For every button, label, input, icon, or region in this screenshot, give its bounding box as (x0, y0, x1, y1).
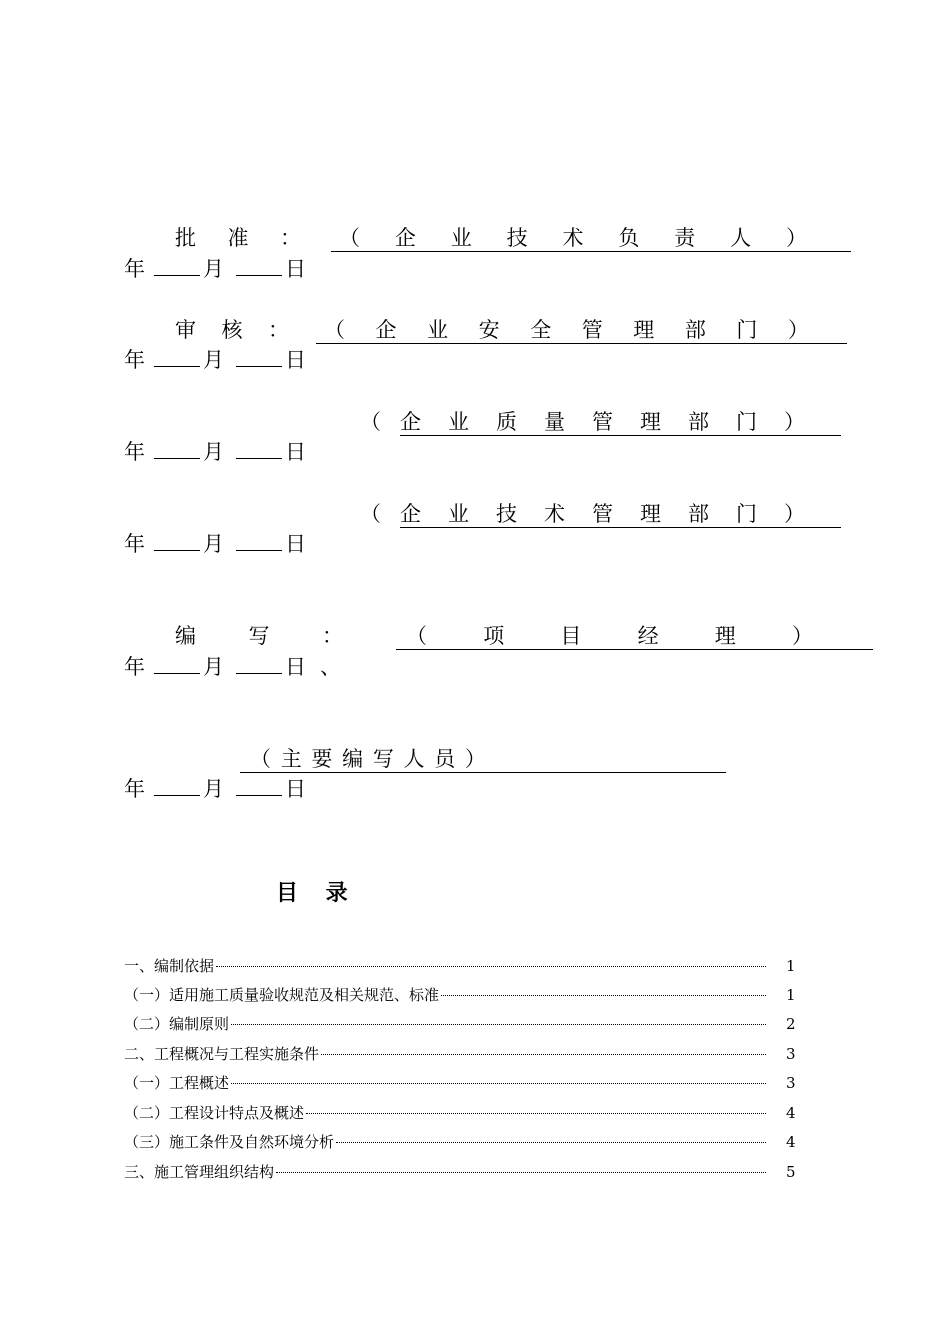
toc-entry-text: （二）编制原则 (124, 1015, 230, 1033)
day-blank (236, 530, 282, 551)
day-blank (236, 653, 282, 674)
day-blank (236, 255, 282, 276)
toc-page-number: 4 (786, 1133, 796, 1151)
toc-page-number: 1 (786, 957, 796, 975)
toc-leader-dots (441, 995, 766, 996)
toc-leader-dots (336, 1142, 766, 1143)
day-blank (236, 438, 282, 459)
month-blank (154, 530, 200, 551)
compile-date-line: 年 月 日 、 (124, 655, 341, 679)
quality-field: 企 业 质 量 管 理 部 门 ） (400, 408, 841, 436)
approve-field: （ 企 业 技 术 负 责 人 ） (331, 224, 851, 252)
month-blank (154, 775, 200, 796)
toc-page-number: 5 (786, 1163, 796, 1181)
toc-entry[interactable] (124, 1102, 794, 1124)
toc-entry-text: （一）适用施工质量验收规范及相关规范、标准 (124, 986, 440, 1004)
compile-field: （ 项 目 经 理 ） (396, 622, 873, 650)
toc-page-number: 1 (786, 986, 796, 1004)
tech-date-line: 年 月 日 (124, 532, 306, 556)
toc-leader-dots (276, 1172, 766, 1173)
quality-paren: （ (360, 410, 381, 434)
writers-date-line: 年 月 日 (124, 777, 306, 801)
compile-label: 编 写 ： (175, 624, 343, 648)
toc-page-number: 4 (786, 1104, 796, 1122)
day-blank (236, 346, 282, 367)
tech-field: 企 业 技 术 管 理 部 门 ） (400, 500, 841, 528)
toc-leader-dots (306, 1113, 766, 1114)
writers-field: （ 主 要 编 写 人 员 ） (240, 745, 726, 773)
approve-label: 批 准 ： (175, 226, 301, 250)
toc-entry[interactable] (124, 1013, 794, 1035)
toc-entry[interactable] (124, 1072, 794, 1094)
toc-leader-dots (216, 966, 766, 967)
toc-leader-dots (231, 1024, 766, 1025)
toc-entry-text: 二、工程概况与工程实施条件 (124, 1045, 320, 1063)
toc-entry-text: （二）工程设计特点及概述 (124, 1104, 305, 1122)
month-blank (154, 255, 200, 276)
toc-entry-text: （三）施工条件及自然环境分析 (124, 1133, 335, 1151)
toc-entry[interactable] (124, 955, 794, 977)
toc-title: 目 录 (276, 880, 358, 906)
month-blank (154, 653, 200, 674)
quality-date-line: 年 月 日 (124, 440, 306, 464)
toc-page-number: 3 (786, 1074, 796, 1092)
toc-leader-dots (231, 1083, 766, 1084)
toc-entry[interactable] (124, 1161, 794, 1183)
toc-entry[interactable] (124, 1043, 794, 1065)
toc-entry-text: 一、编制依据 (124, 957, 215, 975)
toc-page-number: 3 (786, 1045, 796, 1063)
month-blank (154, 346, 200, 367)
toc-page-number: 2 (786, 1015, 796, 1033)
approve-date-line: 年 月 日 (124, 257, 306, 281)
month-blank (154, 438, 200, 459)
review-field: （ 企 业 安 全 管 理 部 门 ） (316, 316, 847, 344)
review-date-line: 年 月 日 (124, 348, 306, 372)
toc-entry-text: （一）工程概述 (124, 1074, 230, 1092)
toc-entry[interactable] (124, 984, 794, 1006)
day-blank (236, 775, 282, 796)
toc-leader-dots (321, 1054, 766, 1055)
toc-entry-text: 三、施工管理组织结构 (124, 1163, 275, 1181)
tech-paren: （ (360, 502, 381, 526)
toc-entry[interactable] (124, 1131, 794, 1153)
review-label: 审 核 ： (175, 318, 289, 342)
